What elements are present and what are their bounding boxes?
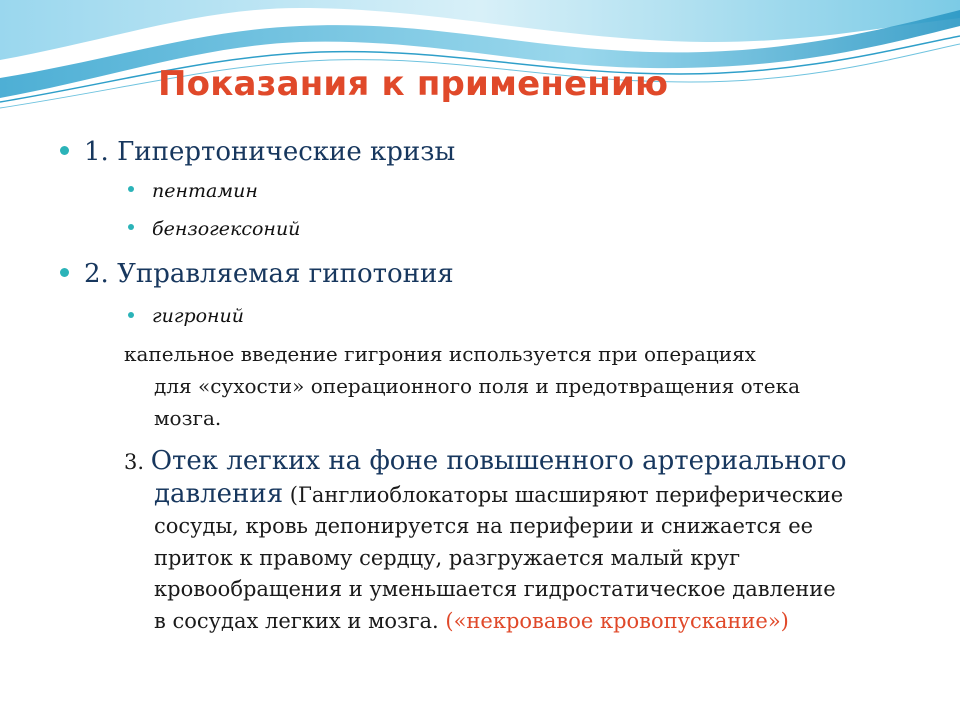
item3-heading: Отек легких на фоне повышенного артериального <box>150 446 847 476</box>
note-line: мозга. <box>154 406 222 430</box>
drug-item: пентамин <box>152 180 258 202</box>
item-number: 3. <box>124 450 151 474</box>
item3-description: приток к правому сердцу, разгружается малый круг <box>154 545 741 570</box>
bullet-icon <box>60 268 69 277</box>
bullet-icon <box>128 312 134 318</box>
indication-3 <box>124 446 846 637</box>
bullet-icon <box>60 146 69 155</box>
slide-title: Показания к применению <box>158 64 669 104</box>
drug-item: гигроний <box>152 305 245 327</box>
note-line: для «сухости» операционного поля и предотвращения отека <box>154 374 800 398</box>
note-paragraph <box>124 338 800 434</box>
item3-description: сосуды, кровь депонируется на периферии и снижается ее <box>154 514 814 538</box>
note-line: капельное введение гигрония используется при операциях <box>124 342 756 366</box>
item3-description: в сосудах легких и мозга. <box>154 608 446 633</box>
bullet-icon <box>128 186 134 192</box>
drug-item: бензогексоний <box>152 218 301 240</box>
bullet-icon <box>128 224 134 230</box>
item3-description: (Ганглиоблокаторы шасширяют периферические <box>283 482 844 507</box>
item3-heading: давления <box>154 478 284 509</box>
highlight-text: («некровавое кровопускание») <box>445 608 789 633</box>
item3-description: кровообращения и уменьшается гидростатическое давление <box>154 577 836 601</box>
indication-2: 2. Управляемая гипотония <box>84 259 454 289</box>
indication-1: 1. Гипертонические кризы <box>84 137 456 167</box>
